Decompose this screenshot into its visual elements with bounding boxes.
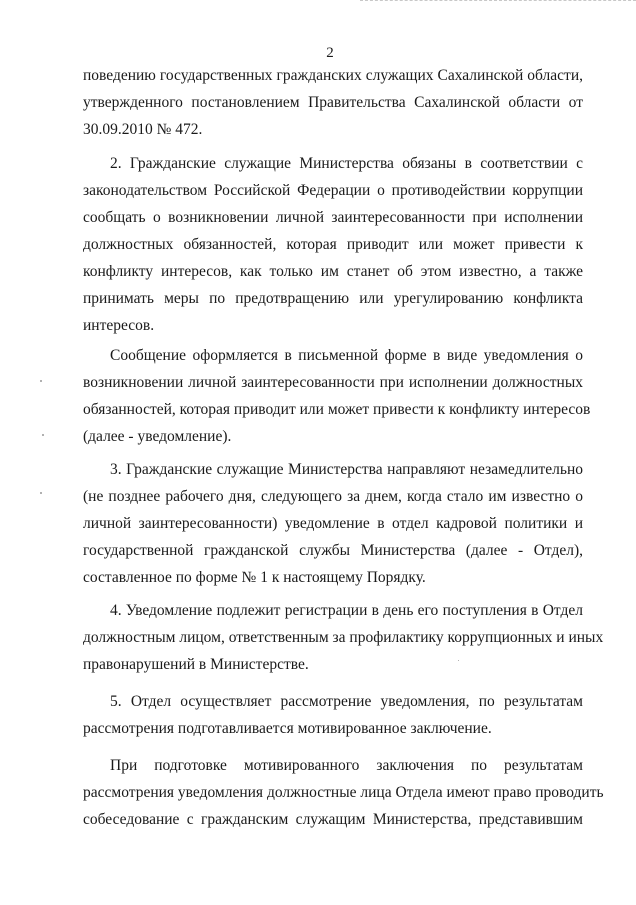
- page-number: 2: [326, 45, 334, 61]
- scan-speck: [458, 660, 459, 661]
- scan-speck: [40, 380, 42, 382]
- text-line: 5. Отдел осуществляет рассмотрение уведомления, по результатам: [110, 693, 583, 710]
- paragraph-preparation: [83, 752, 604, 833]
- text-line: собеседование с гражданским служащим Министерства, представившим: [83, 811, 583, 828]
- text-line: рассмотрения подготавливается мотивированное заключение.: [83, 720, 492, 737]
- text-line: рассмотрения уведомления должностные лица Отдела имеют право проводить: [83, 784, 604, 801]
- paragraph-item-2: [83, 150, 583, 339]
- text-line: Сообщение оформляется в письменной форме в виде уведомления о: [110, 347, 583, 364]
- text-line: 2. Гражданские служащие Министерства обязаны в соответствии с: [110, 155, 583, 172]
- text-line: сообщать о возникновении личной заинтересованности при исполнении: [83, 209, 583, 226]
- text-line: конфликту интересов, как только им станет об этом известно, а также: [83, 263, 583, 280]
- scan-edge-line: [360, 0, 636, 2]
- paragraph-item-4: [83, 597, 604, 678]
- text-line: должностным лицом, ответственным за профилактику коррупционных и иных: [83, 629, 604, 646]
- paragraph-item-3: [83, 456, 583, 591]
- text-line: правонарушений в Министерстве.: [83, 656, 309, 673]
- paragraph-continuation: [83, 62, 583, 143]
- text-line: принимать меры по предотвращению или урегулированию конфликта: [83, 290, 583, 307]
- text-line: интересов.: [83, 317, 155, 334]
- text-line: должностных обязанностей, которая приводит или может привести к: [83, 236, 583, 253]
- paragraph-message-form: [83, 342, 591, 450]
- text-line: При подготовке мотивированного заключения по результатам: [110, 757, 583, 774]
- text-line: возникновении личной заинтересованности при исполнении должностных: [83, 374, 583, 391]
- text-line: (не позднее рабочего дня, следующего за днем, когда стало им известно о: [83, 488, 583, 505]
- text-line: поведению государственных гражданских служащих Сахалинской области,: [83, 67, 583, 84]
- text-line: 4. Уведомление подлежит регистрации в день его поступления в Отдел: [110, 602, 583, 619]
- text-line: 30.09.2010 № 472.: [83, 121, 203, 138]
- scan-speck: [40, 492, 42, 494]
- text-line: личной заинтересованности) уведомление в отдел кадровой политики и: [83, 515, 583, 532]
- text-line: (далее - уведомление).: [83, 428, 232, 445]
- text-line: законодательством Российской Федерации о противодействии коррупции: [83, 182, 583, 199]
- text-line: составленное по форме № 1 к настоящему Порядку.: [83, 569, 426, 586]
- paragraph-item-5: [83, 688, 583, 742]
- text-line: утвержденного постановлением Правительства Сахалинской области от: [83, 94, 583, 111]
- text-line: государственной гражданской службы Министерства (далее - Отдел),: [83, 542, 583, 559]
- scan-speck: [42, 434, 44, 436]
- text-line: 3. Гражданские служащие Министерства направляют незамедлительно: [110, 461, 583, 478]
- text-line: обязанностей, которая приводит или может привести к конфликту интересов: [83, 401, 591, 418]
